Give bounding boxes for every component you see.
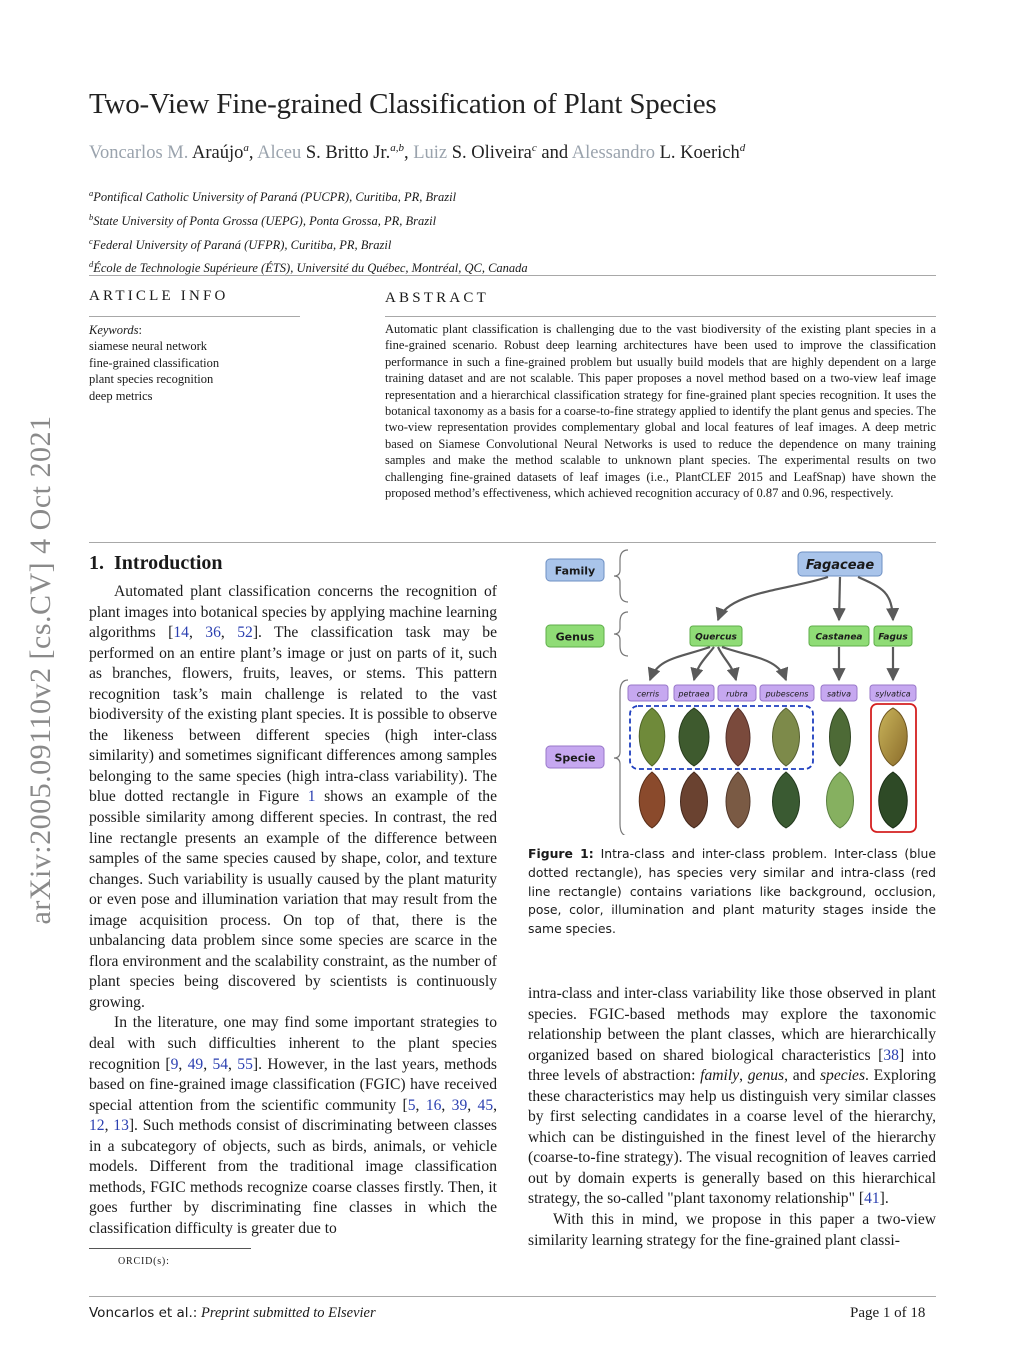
brace	[614, 612, 628, 656]
species-node-label: sylvatica	[875, 689, 911, 699]
affiliation: $^d$École de Technologie Supérieure (ÉTS), Université du Québec, Montréal, QC, Canada	[89, 259, 528, 276]
paragraph: intra-class and inter-class variability like those observed in plant species. FGIC-based methods may explore the taxonomic relationship between the plant classes, which are hierarchically organized based on shared biological characteristics [38] into three levels of abstraction: family, genus, and species. Exploring these characteristics may help us distinguish very similar classes by first selecting candidates in a coarse level of the hierarchy, which can be distinguished in the finest level of the hierarchy (coarse-to-fine strategy). The visual recognition of leaves carried out by domain experts is generally based on this hierarchical strategy, the so-called "plant taxonomy relationship" [41].	[528, 985, 936, 1208]
keyword: plant species recognition	[89, 372, 214, 387]
divider	[385, 316, 936, 317]
affiliation-mark: a	[243, 142, 249, 154]
genus-node-label: Quercus	[695, 632, 737, 643]
family-genus-arrows	[718, 577, 893, 620]
keyword: fine-grained classification	[89, 355, 220, 370]
family-node-label: Fagaceae	[805, 558, 875, 573]
arxiv-id: arXiv:2005.09110v2 [cs.CV] 4 Oct 2021	[24, 415, 57, 925]
citation-link[interactable]: 52	[237, 624, 253, 642]
specie-level-label: Specie	[554, 751, 596, 765]
species-node-label: pubescens	[765, 689, 809, 699]
footer-left: Voncarlos et al.: Preprint submitted to Elsevier	[89, 1305, 376, 1321]
citation-link[interactable]: 36	[205, 624, 221, 642]
citation-link[interactable]: 54	[212, 1055, 229, 1073]
brace	[614, 680, 628, 835]
section-heading: 1. Introduction	[89, 552, 223, 574]
affiliation-mark: d	[739, 142, 746, 154]
taxonomy-level: family	[700, 1067, 740, 1085]
species-node-label: cerris	[636, 689, 660, 699]
species-node-label: petraea	[678, 689, 710, 699]
affiliation-mark: c	[531, 142, 537, 154]
paper-title: Two-View Fine-grained Classification of Plant Species	[89, 88, 717, 120]
citation-link[interactable]: 16	[425, 1096, 442, 1114]
figure-link[interactable]: 1	[307, 788, 316, 806]
footnote-rule	[89, 1248, 251, 1249]
citation-link[interactable]: 49	[187, 1055, 204, 1073]
species-node-label: rubra	[726, 689, 748, 699]
genus-node-label: Fagus	[878, 632, 908, 643]
citation-link[interactable]: 5	[407, 1096, 416, 1114]
author-list: Voncarlos M. Araújo$^a$, Alceu S. Britto Jr.$^{a,b}$, Luiz S. Oliveira$^c$ and Alessandro L. Koerich$^d$	[89, 142, 746, 164]
affiliation: $^b$State University of Ponta Grossa (UEPG), Ponta Grossa, PR, Brazil	[89, 211, 437, 228]
divider	[89, 316, 300, 317]
citation-link[interactable]: 38	[883, 1046, 899, 1064]
leaf-images-row-2	[639, 772, 907, 828]
citation-link[interactable]: 9	[170, 1055, 179, 1073]
paragraph: In the literature, one may find some important strategies to deal with such difficulties inherent to the plant species recognition [9, 49, 54, 55]. However, in the last years, methods based on fine-grained image classification (FGIC) have received special attention from the scientific community [5, 16, 39, 45, 12, 13]. Such methods consist of discriminating between classes in a subcategory of objects, such as birds, animals, or vehicle models. Different from the traditional image classification methods, FGIC methods recognize coarse classes firstly. Then, it goes further by discriminating fine classes in which the classification difficulty is greater due to	[89, 1014, 498, 1237]
caption-label: Figure 1:	[528, 846, 594, 861]
figure-1	[528, 540, 940, 835]
caption-text: Intra-class and inter-class problem. Inter-class (blue dotted rectangle), has species very similar and intra-class (red line rectangle) contains variations like background, occlusion, pose, color, illumination and plant maturity stages inside the same species.	[528, 846, 936, 937]
orcid-footnote: ORCID(s):	[118, 1256, 170, 1267]
arxiv-sidebar	[18, 380, 64, 960]
page-number: Page 1 of 18	[850, 1305, 926, 1321]
citation-link[interactable]: 39	[451, 1096, 468, 1114]
citation-link[interactable]: 45	[477, 1096, 494, 1114]
paragraph: Automated plant classification concerns the recognition of plant images into botanical species by applying machine learning algorithms [14, 36, 52]. The classification task may be performed on an entire plant’s image or just on parts of it, such as branches, flowers, fruits, leaves, or stems. This pattern recognition task’s main challenge is related to the vast biodiversity of the existing plant species. It is possible to observe the likeness between different species (high inter-class similarity) and sometimes significant differences among samples belonging to the same species (high intra-class variability). The blue dotted rectangle in Figure 1 shows an example of the possible similarity among different species. In contrast, the red line rectangle presents an example of the difference between samples of the same species caused by shape, color, and texture changes. Such variability is usually caused by the plant maturity or even pose and illumination variation that may result from the image acquisition process. On top of that, there is the unbalancing data problem since some species are scarce in the flora environment and the scalability constraint, as the number of plant species being discovered by scientists is continuously growing.	[89, 583, 498, 1011]
affiliation-mark: c	[89, 235, 93, 246]
citation-link[interactable]: 12	[89, 1117, 105, 1135]
citation-link[interactable]: 55	[237, 1055, 253, 1073]
keyword: deep metrics	[89, 388, 153, 403]
abstract-text: Automatic plant classification is challenging due to the vast biodiversity of the existing plant species in a fine-grained scenario. Robust deep learning architectures have been used to improve the classification performance in such a fine-grained problem but usually build models that are highly dependent on a large training dataset and are not scalable. This paper proposes a novel method based on a two-view leaf image representation and a hierarchical classification strategy for fine-grained plant species recognition. It uses the botanical taxonomy as a basis for a coarse-to-fine strategy applied to identify the plant genus and species. The two-view representation provides complementary global and local features of leaf images. A deep metric based on Siamese Convolutional Neural Networks is used to reduce the dependence on many training samples and make the method scalable to unknown plant species. The experimental results on two challenging fine-grained datasets of leaf images (i.e., PlantCLEF 2015 and LeafSnap) have shown the proposed method’s effectiveness, which achieved recognition accuracy of 0.87 and 0.96, respectively.	[385, 322, 936, 501]
taxonomy-level: genus	[747, 1067, 785, 1085]
author-first-name: Luiz	[413, 143, 448, 164]
taxonomy-level: species	[819, 1067, 866, 1085]
right-column	[528, 984, 936, 1251]
genus-node-label: Castanea	[815, 632, 863, 643]
keyword: siamese neural network	[89, 339, 208, 354]
genus-species-arrows	[650, 647, 893, 680]
article-info-heading: ARTICLE INFO	[89, 288, 229, 304]
genus-level-label: Genus	[555, 630, 595, 644]
leaf-images-row-1	[639, 708, 907, 766]
left-column	[89, 582, 497, 1240]
author-first-name: Alceu	[257, 143, 302, 164]
keywords-label: Keywords	[89, 323, 139, 337]
footer-divider	[89, 1296, 936, 1297]
author-first-name: Voncarlos M.	[89, 143, 189, 164]
citation-link[interactable]: 13	[113, 1117, 129, 1135]
family-level-label: Family	[554, 564, 596, 578]
keywords-block: Keywords: siamese neural network fine-grained classification plant species recognition deep metrics	[89, 323, 220, 403]
citation-link[interactable]: 14	[173, 624, 189, 642]
affiliation: $^a$Pontifical Catholic University of Paraná (PUCPR), Curitiba, PR, Brazil	[89, 188, 457, 205]
affiliation-mark: a	[89, 188, 94, 198]
affiliations	[89, 184, 528, 279]
brace	[614, 550, 628, 602]
figure-caption	[528, 845, 936, 939]
affiliation-mark: b	[89, 211, 94, 222]
author-first-name: Alessandro	[571, 143, 655, 164]
affiliation: $^c$Federal University of Paraná (UFPR), Curitiba, PR, Brazil	[89, 235, 392, 252]
paragraph: With this in mind, we propose in this paper a two-view similarity learning strategy for the fine-grained plant classi-	[528, 1211, 936, 1249]
species-node-label: sativa	[826, 689, 852, 699]
affiliation-mark: d	[89, 259, 94, 270]
abstract-heading: ABSTRACT	[385, 290, 489, 306]
divider	[89, 275, 936, 276]
citation-link[interactable]: 41	[864, 1190, 880, 1208]
affiliation-mark: a,b	[390, 142, 404, 154]
